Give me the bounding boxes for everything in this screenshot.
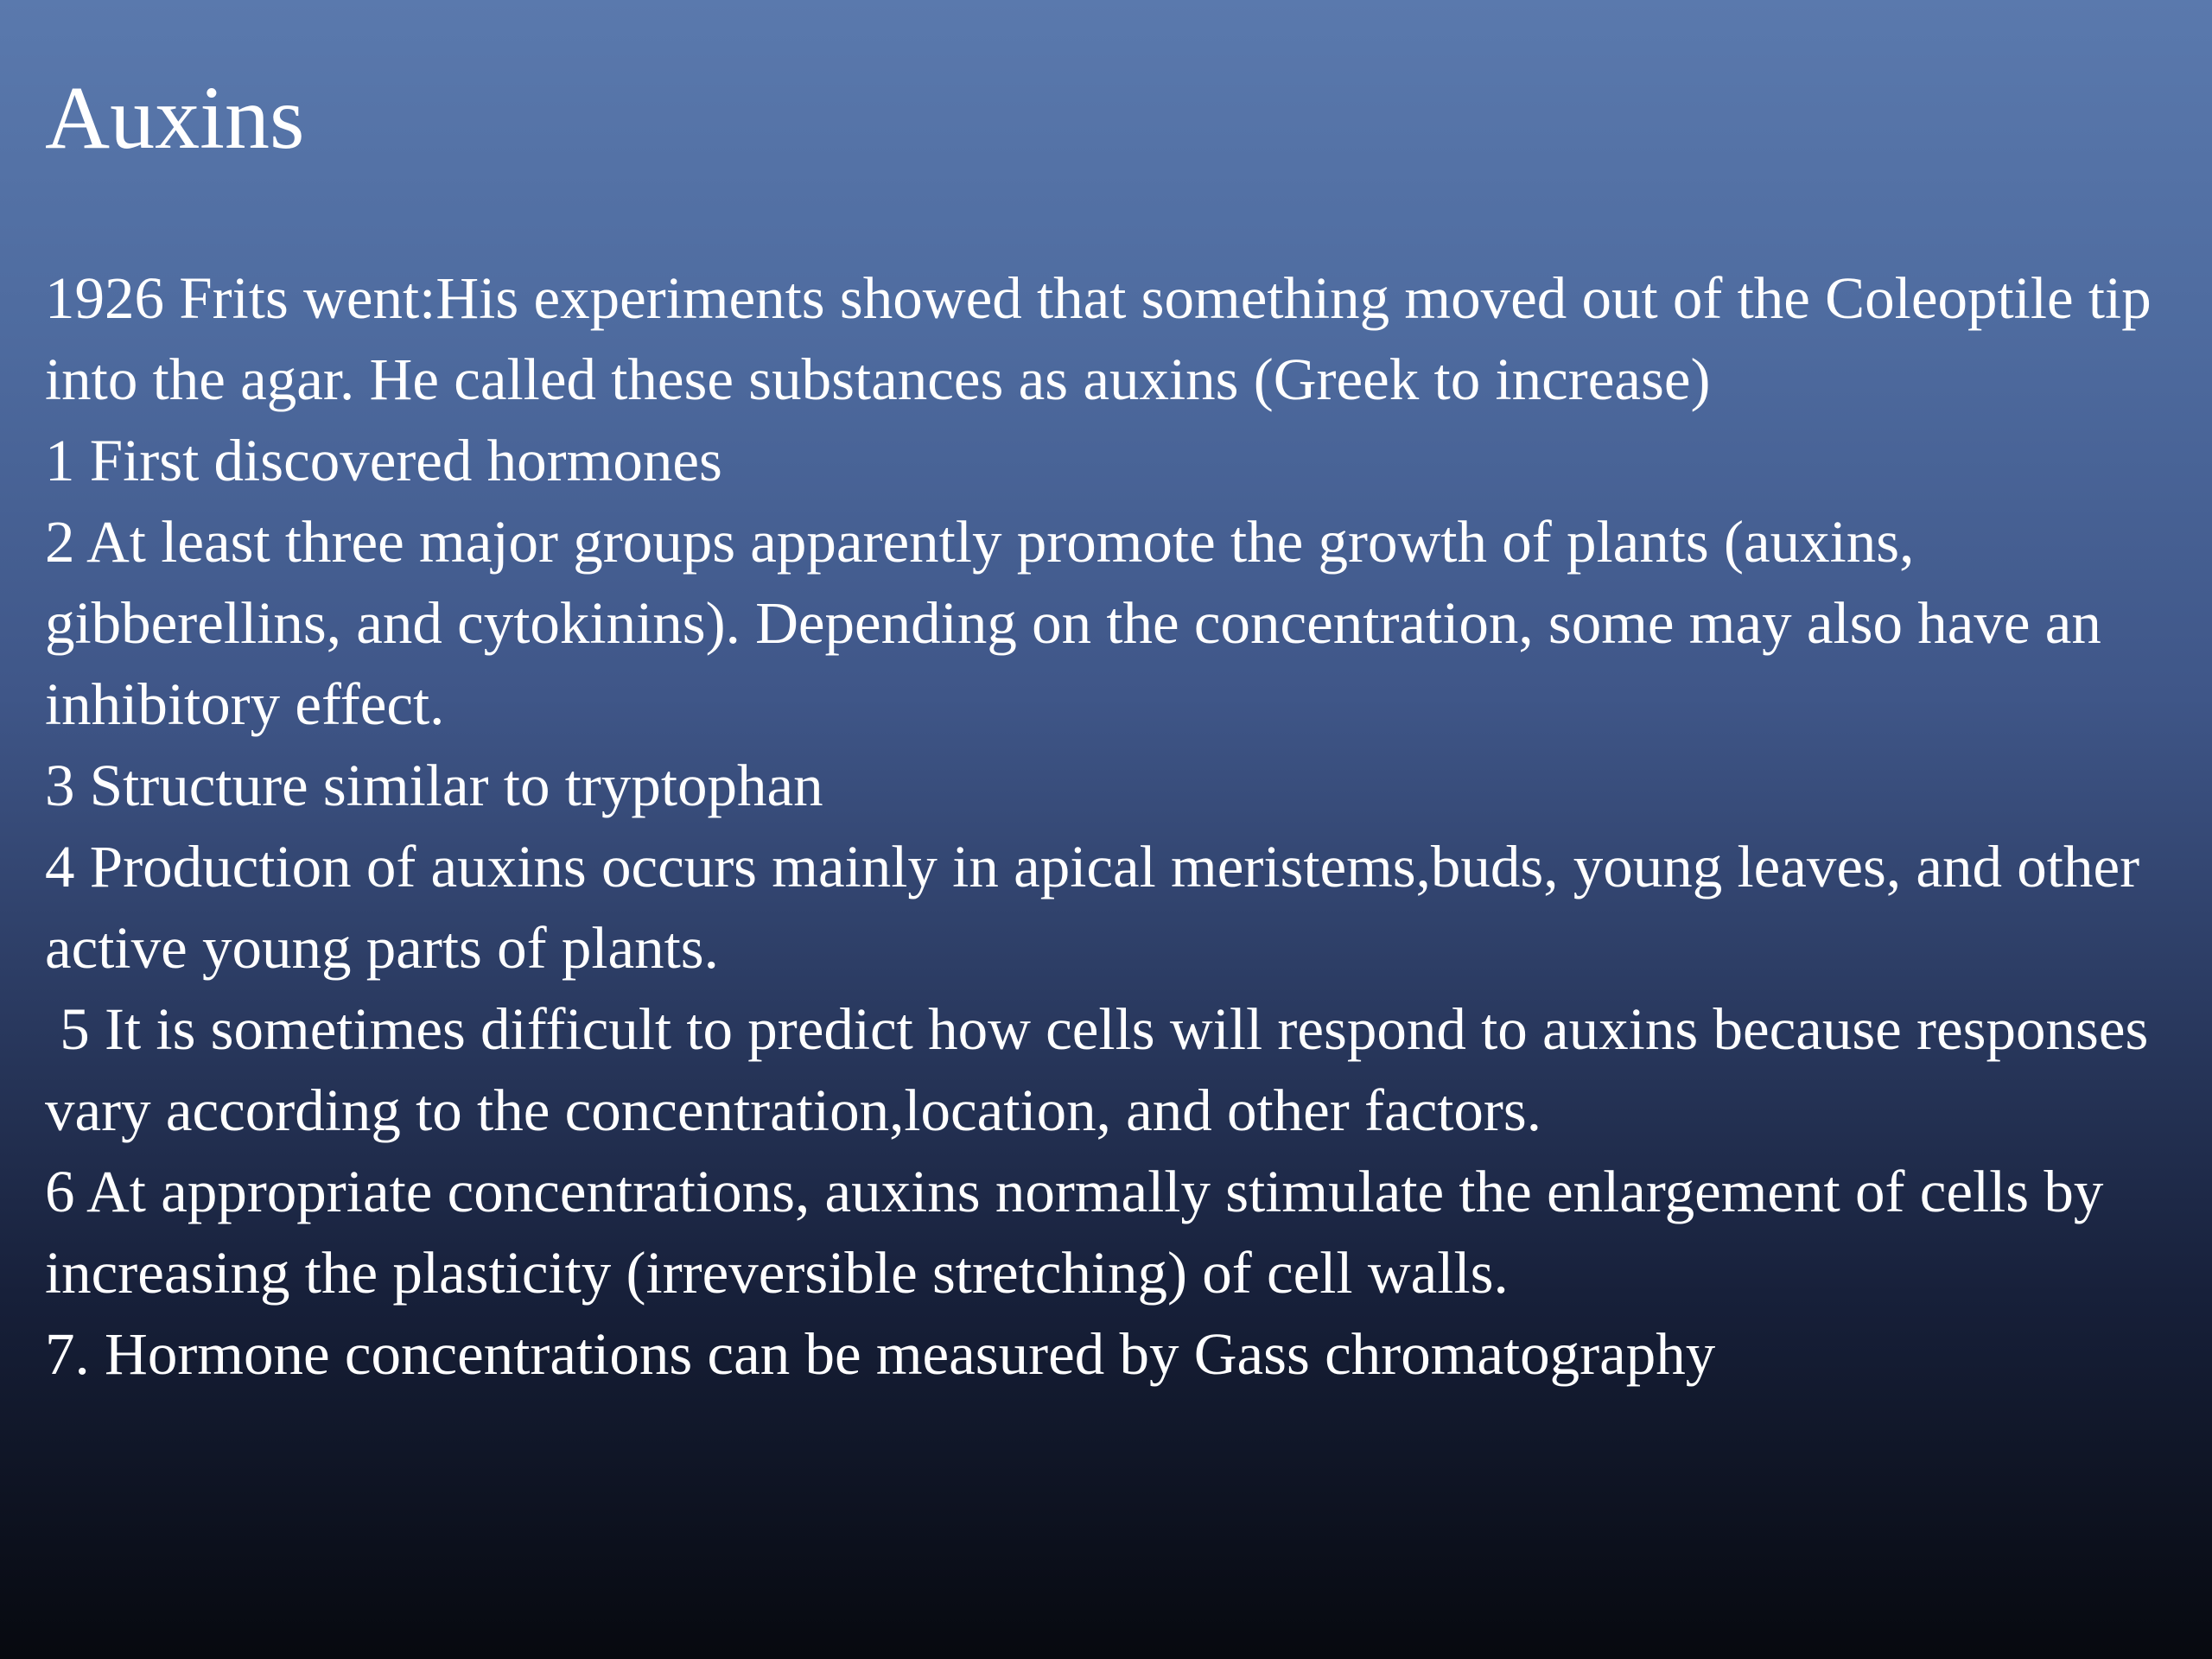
slide-title: Auxins xyxy=(45,68,305,168)
paragraph-point-1: 1 First discovered hormones xyxy=(45,428,722,493)
slide-body xyxy=(45,257,2188,1395)
paragraph-point-4: 4 Production of auxins occurs mainly in apical meristems,buds, young leaves, and other active young parts of plants. xyxy=(45,834,2155,981)
paragraph-point-5: 5 It is sometimes difficult to predict how cells will respond to auxins because responses vary according to the concentration,location, and other factors. xyxy=(45,996,2164,1143)
paragraph-intro: 1926 Frits went:His experiments showed that something moved out of the Coleoptile tip into the agar. He called these substances as auxins (Greek to increase) xyxy=(45,265,2166,412)
paragraph-point-3: 3 Structure similar to tryptophan xyxy=(45,753,823,818)
paragraph-point-7: 7. Hormone concentrations can be measured by Gass chromatography xyxy=(45,1321,1716,1387)
paragraph-point-2: 2 At least three major groups apparently promote the growth of plants (auxins, gibberellins, and cytokinins). Depending on the concentration, some may also have an inhibitory effect. xyxy=(45,509,2117,737)
paragraph-point-6: 6 At appropriate concentrations, auxins normally stimulate the enlargement of cells by increasing the plasticity (irreversible stretching) of cell walls. xyxy=(45,1159,2119,1306)
